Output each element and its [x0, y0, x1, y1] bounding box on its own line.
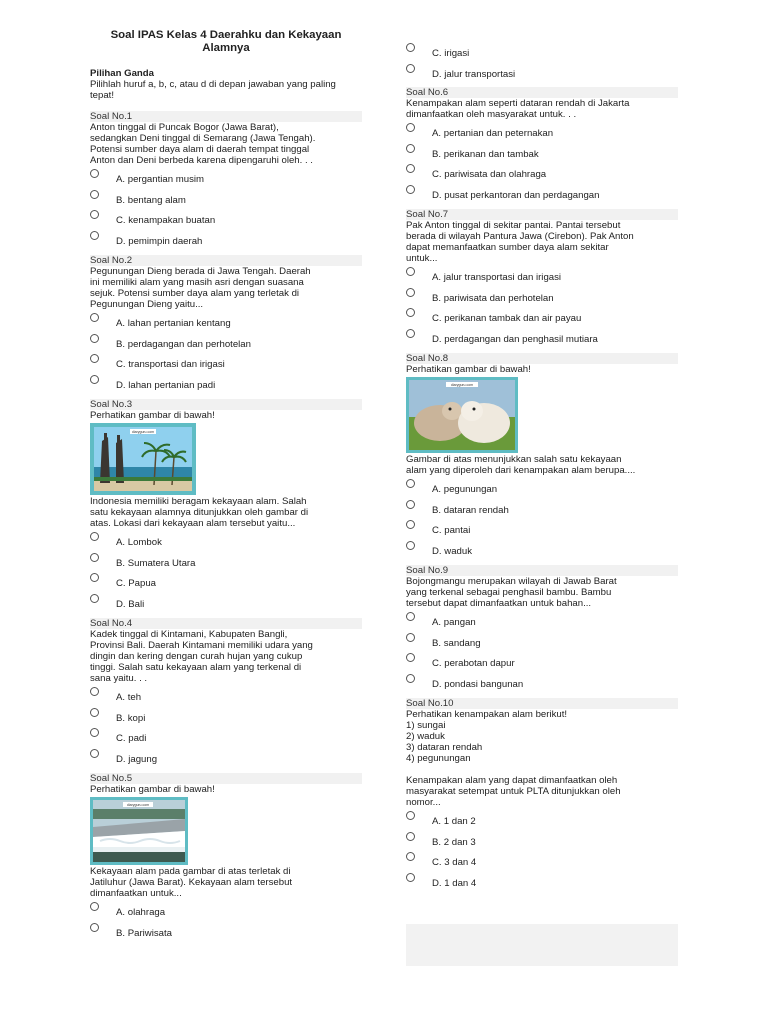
- radio-button[interactable]: [406, 633, 415, 642]
- option-label: A. pegunungan: [432, 484, 498, 495]
- image-watermark: diaryguru.com: [131, 430, 155, 434]
- option-label: C. perikanan tambak dan air payau: [432, 313, 582, 324]
- radio-button[interactable]: [406, 873, 415, 882]
- question-text-2: Gambar di atas menunjukkan salah satu kekayaan alam yang diperoleh dari kenampakan alam berupa....: [406, 454, 636, 476]
- option-label: D. jalur transportasi: [432, 68, 516, 80]
- question-number: Soal No.3: [90, 399, 362, 410]
- option[interactable]: [90, 337, 362, 358]
- option[interactable]: [406, 291, 678, 312]
- option-label: D. jagung: [116, 753, 158, 765]
- question-5: [90, 773, 362, 946]
- radio-button[interactable]: [406, 267, 415, 276]
- option-label: B. pariwisata dan perhotelan: [432, 292, 554, 304]
- question-text: Pegunungan Dieng berada di Jawa Tengah. Daerah ini memiliki alam yang masih asri dengan suasana sejuk. Potensi sumber daya alam yang terletak di Pegunungan Dieng yaitu...: [90, 266, 311, 310]
- option[interactable]: [406, 188, 678, 209]
- option-label: A. pangan: [432, 617, 476, 628]
- radio-button[interactable]: [90, 532, 99, 541]
- radio-button[interactable]: [406, 123, 415, 132]
- question-1: [90, 111, 362, 254]
- question-number: Soal No.7: [406, 209, 678, 220]
- option[interactable]: [406, 147, 678, 168]
- radio-button[interactable]: [406, 852, 415, 861]
- goats-image: [406, 377, 518, 453]
- option-label: B. kopi: [116, 712, 146, 724]
- radio-button[interactable]: [406, 185, 415, 194]
- section-header: [90, 68, 362, 101]
- question-8: [406, 353, 678, 564]
- option-label: D. pondasi bangunan: [432, 678, 524, 690]
- option[interactable]: [406, 876, 678, 897]
- option[interactable]: [90, 926, 362, 947]
- option[interactable]: [90, 357, 362, 378]
- question-text: Perhatikan kenampakan alam berikut! 1) sungai 2) waduk 3) dataran rendah 4) pegunungan: [406, 709, 568, 764]
- radio-button[interactable]: [406, 308, 415, 317]
- options-list: [406, 482, 678, 564]
- option-label: C. Papua: [116, 578, 157, 589]
- option[interactable]: [90, 576, 362, 597]
- option-label: A. 1 dan 2: [432, 816, 476, 827]
- question-number: Soal No.8: [406, 353, 678, 364]
- option[interactable]: [90, 597, 362, 618]
- question-10: [406, 698, 678, 896]
- options-list: [90, 690, 362, 772]
- option[interactable]: [406, 482, 678, 503]
- option[interactable]: [90, 752, 362, 773]
- question-text: Kenampakan alam seperti dataran rendah di Jakarta dimanfaatkan oleh masyarakat untuk. . .: [406, 98, 630, 120]
- radio-button[interactable]: [406, 164, 415, 173]
- radio-button[interactable]: [90, 210, 99, 219]
- question-number: Soal No.5: [90, 773, 362, 784]
- option-label: B. perdagangan dan perhotelan: [116, 338, 251, 350]
- question-text: Perhatikan gambar di bawah!: [406, 364, 531, 375]
- option-label: C. 3 dan 4: [432, 857, 477, 868]
- right-column: [406, 0, 678, 896]
- option-label: C. pariwisata dan olahraga: [432, 169, 547, 180]
- option[interactable]: [90, 535, 362, 556]
- question-text: Perhatikan gambar di bawah!: [90, 410, 215, 421]
- image-watermark: diaryguru.com: [450, 383, 474, 387]
- question-text: Bojongmangu merupakan wilayah di Jawab Barat yang terkenal sebagai penghasil bambu. Bambu tersebut dapat dimanfaatkan untuk bahan...: [406, 576, 617, 609]
- radio-button[interactable]: [406, 43, 415, 52]
- image-watermark: diaryguru.com: [126, 803, 150, 807]
- radio-button[interactable]: [90, 923, 99, 932]
- radio-button[interactable]: [90, 902, 99, 911]
- option[interactable]: [406, 46, 678, 67]
- radio-button[interactable]: [90, 169, 99, 178]
- option-label: D. 1 dan 4: [432, 877, 477, 889]
- question-text-2: Kenampakan alam yang dapat dimanfaatkan oleh masyarakat setempat untuk PLTA ditunjukkan oleh nomor...: [406, 775, 621, 808]
- radio-button[interactable]: [406, 612, 415, 621]
- radio-button[interactable]: [90, 231, 99, 240]
- radio-button[interactable]: [406, 811, 415, 820]
- options-list-continued: [406, 46, 678, 87]
- radio-button[interactable]: [406, 520, 415, 529]
- question-text: Pak Anton tinggal di sekitar pantai. Pantai tersebut berada di wilayah Pantura Jawa (Cirebon). Pak Anton dapat memanfaatkan sumber daya alam sekitar untuk...: [406, 220, 634, 264]
- option-label: A. Lombok: [116, 537, 162, 548]
- option[interactable]: [406, 615, 678, 636]
- option[interactable]: [90, 193, 362, 214]
- radio-button[interactable]: [406, 541, 415, 550]
- option[interactable]: [406, 270, 678, 291]
- option[interactable]: [90, 316, 362, 337]
- option[interactable]: [406, 167, 678, 188]
- option-label: D. waduk: [432, 545, 472, 557]
- question-text-2: Indonesia memiliki beragam kekayaan alam. Salah satu kekayaan alamnya ditunjukkan oleh gambar di atas. Lokasi dari kekayaan alam tersebut yaitu...: [90, 496, 309, 529]
- option[interactable]: [406, 677, 678, 698]
- option-label: B. dataran rendah: [432, 504, 509, 516]
- option-label: B. bentang alam: [116, 194, 186, 206]
- option[interactable]: [406, 855, 678, 876]
- question-text-2: Kekayaan alam pada gambar di atas terletak di Jatiluhur (Jawa Barat). Kekayaan alam tersebut dimanfaatkan untuk...: [90, 866, 293, 899]
- empty-answer-box: [406, 924, 678, 966]
- question-text: Kadek tinggal di Kintamani, Kabupaten Bangli, Provinsi Bali. Daerah Kintamani memiliki udara yang dingin dan kering dengan curah hujan yang cukup tinggi. Salah satu kekayaan alam yang terkenal di sana yaitu. . .: [90, 629, 313, 684]
- radio-button[interactable]: [90, 594, 99, 603]
- radio-button[interactable]: [406, 479, 415, 488]
- question-number: Soal No.6: [406, 87, 678, 98]
- radio-button[interactable]: [406, 329, 415, 338]
- question-7: [406, 209, 678, 352]
- instruction-text: Pilihlah huruf a, b, c, atau d di depan jawaban yang paling tepat!: [90, 79, 336, 101]
- option-label: B. Sumatera Utara: [116, 557, 196, 569]
- option[interactable]: [90, 234, 362, 255]
- option-label: D. pusat perkantoran dan perdagangan: [432, 189, 600, 201]
- radio-button[interactable]: [90, 313, 99, 322]
- option[interactable]: [90, 213, 362, 234]
- option-label: D. perdagangan dan penghasil mutiara: [432, 333, 598, 345]
- option-label: C. transportasi dan irigasi: [116, 359, 225, 370]
- radio-button[interactable]: [90, 728, 99, 737]
- option-label: A. pergantian musim: [116, 174, 204, 185]
- radio-button[interactable]: [406, 674, 415, 683]
- options-list: [406, 270, 678, 352]
- option[interactable]: [90, 731, 362, 752]
- option[interactable]: [406, 814, 678, 835]
- document-title: Soal IPAS Kelas 4 Daerahku dan Kekayaan Alamnya: [110, 29, 342, 54]
- question-number: Soal No.9: [406, 565, 678, 576]
- option-label: B. 2 dan 3: [432, 836, 476, 848]
- option[interactable]: [406, 311, 678, 332]
- option[interactable]: [406, 523, 678, 544]
- radio-button[interactable]: [90, 190, 99, 199]
- option[interactable]: [90, 556, 362, 577]
- option[interactable]: [90, 905, 362, 926]
- option-label: C. padi: [116, 733, 147, 744]
- option-label: A. olahraga: [116, 907, 166, 918]
- question-4: [90, 618, 362, 772]
- radio-button[interactable]: [90, 573, 99, 582]
- radio-button[interactable]: [90, 553, 99, 562]
- radio-button[interactable]: [406, 500, 415, 509]
- option-label: C. pantai: [432, 525, 471, 536]
- option[interactable]: [90, 172, 362, 193]
- options-list: [90, 172, 362, 254]
- option[interactable]: [406, 67, 678, 88]
- radio-button[interactable]: [90, 687, 99, 696]
- question-number: Soal No.1: [90, 111, 362, 122]
- options-list: [90, 316, 362, 398]
- bali-gate-image: [90, 423, 196, 495]
- question-2: [90, 255, 362, 398]
- option-label: C. perabotan dapur: [432, 658, 515, 669]
- option-label: B. sandang: [432, 637, 481, 649]
- question-9: [406, 565, 678, 697]
- section-title: Pilihan Ganda: [90, 68, 154, 79]
- option-label: D. Bali: [116, 598, 145, 610]
- radio-button[interactable]: [90, 354, 99, 363]
- option-label: B. perikanan dan tambak: [432, 148, 539, 160]
- option-label: A. jalur transportasi dan irigasi: [432, 272, 562, 283]
- radio-button[interactable]: [406, 653, 415, 662]
- options-list: [406, 615, 678, 697]
- option[interactable]: [406, 835, 678, 856]
- option-label: A. pertanian dan peternakan: [432, 128, 554, 139]
- option[interactable]: [406, 656, 678, 677]
- option-label: A. teh: [116, 692, 142, 703]
- question-text: Anton tinggal di Puncak Bogor (Jawa Barat), sedangkan Deni tinggal di Semarang (Jawa Tengah). Potensi sumber daya alam di daerah tempat tinggal Anton dan Deni berbeda karena dipengaruhi oleh. . .: [90, 122, 316, 166]
- dam-image: [90, 797, 188, 865]
- option-label: C. irigasi: [432, 48, 470, 59]
- radio-button[interactable]: [406, 832, 415, 841]
- option-label: A. lahan pertanian kentang: [116, 318, 231, 329]
- options-list: [90, 905, 362, 946]
- option[interactable]: [406, 332, 678, 353]
- question-number: Soal No.2: [90, 255, 362, 266]
- question-number: Soal No.4: [90, 618, 362, 629]
- radio-button[interactable]: [406, 288, 415, 297]
- radio-button[interactable]: [406, 144, 415, 153]
- left-column: [90, 0, 362, 946]
- option[interactable]: [90, 711, 362, 732]
- option[interactable]: [90, 690, 362, 711]
- radio-button[interactable]: [90, 708, 99, 717]
- question-3: [90, 399, 362, 617]
- option[interactable]: [406, 503, 678, 524]
- option[interactable]: [90, 378, 362, 399]
- option-label: C. kenampakan buatan: [116, 215, 216, 226]
- radio-button[interactable]: [90, 334, 99, 343]
- options-list: [90, 535, 362, 617]
- option[interactable]: [406, 126, 678, 147]
- option-label: D. pemimpin daerah: [116, 235, 203, 247]
- options-list: [406, 814, 678, 896]
- radio-button[interactable]: [406, 64, 415, 73]
- question-number: Soal No.10: [406, 698, 678, 709]
- options-list: [406, 126, 678, 208]
- radio-button[interactable]: [90, 749, 99, 758]
- option-label: D. lahan pertanian padi: [116, 379, 216, 391]
- option-label: B. Pariwisata: [116, 927, 172, 939]
- radio-button[interactable]: [90, 375, 99, 384]
- option[interactable]: [406, 636, 678, 657]
- option[interactable]: [406, 544, 678, 565]
- question-6: [406, 87, 678, 208]
- question-text: Perhatikan gambar di bawah!: [90, 784, 215, 795]
